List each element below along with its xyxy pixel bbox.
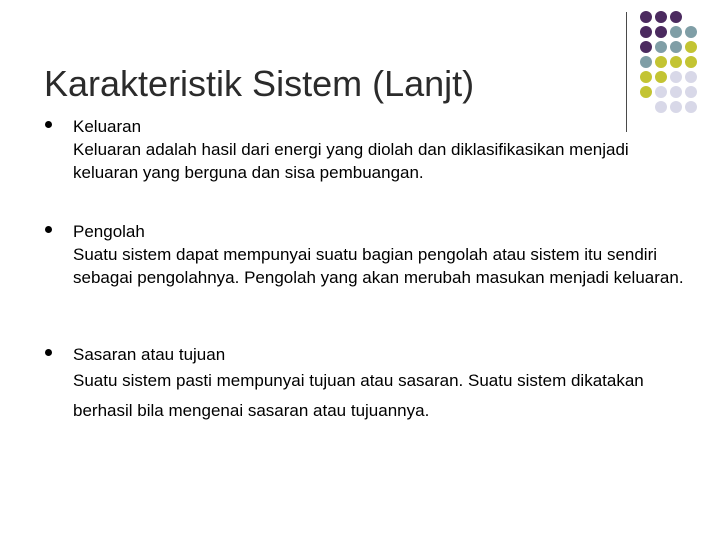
bullet-heading: Keluaran [73,117,142,136]
decorative-dot-grid [640,11,720,121]
decorative-dot [670,56,682,68]
decorative-dot [685,56,697,68]
decorative-dot [685,26,697,38]
bullet-text [73,343,685,426]
bullet-marker-icon [45,121,52,128]
decorative-dot [685,41,697,53]
bullet-heading: Pengolah [73,222,145,241]
bullet-body: Keluaran adalah hasil dari energi yang diolah dan diklasifikasikan menjadi keluaran yang berguna dan sisa pembuangan. [73,140,629,182]
bullet-body: Suatu sistem dapat mempunyai suatu bagian pengolah atau sistem itu sendiri sebagai pengolahnya. Pengolah yang akan merubah masukan menjadi keluaran. [73,245,684,287]
decorative-dot [640,71,652,83]
bullet-marker-icon [45,349,52,356]
decorative-dot [670,41,682,53]
decorative-dot [640,11,652,23]
decorative-dot [685,86,697,98]
decorative-dot [655,26,667,38]
decorative-dot [640,41,652,53]
bullet-text [73,220,685,289]
bullet-marker-icon [45,226,52,233]
decorative-dot [670,11,682,23]
decorative-dot [655,56,667,68]
decorative-dot [640,56,652,68]
bullet-text [73,115,685,184]
decorative-dot [655,71,667,83]
decorative-dot [640,86,652,98]
slide-title: Karakteristik Sistem (Lanjt) [44,63,475,104]
decorative-dot [670,71,682,83]
decorative-dot [655,101,667,113]
decorative-dot [670,86,682,98]
bullet-body: Suatu sistem pasti mempunyai tujuan atau sasaran. Suatu sistem dikatakan berhasil bila mengenai sasaran atau tujuannya. [73,371,644,420]
decorative-dot [685,71,697,83]
decorative-dot [655,86,667,98]
decorative-dot [670,101,682,113]
decorative-dot [670,26,682,38]
decorative-dot [655,41,667,53]
decorative-dot [655,11,667,23]
decorative-dot [640,26,652,38]
decorative-vertical-line [626,12,627,132]
decorative-dot [685,101,697,113]
bullet-heading: Sasaran atau tujuan [73,345,226,364]
